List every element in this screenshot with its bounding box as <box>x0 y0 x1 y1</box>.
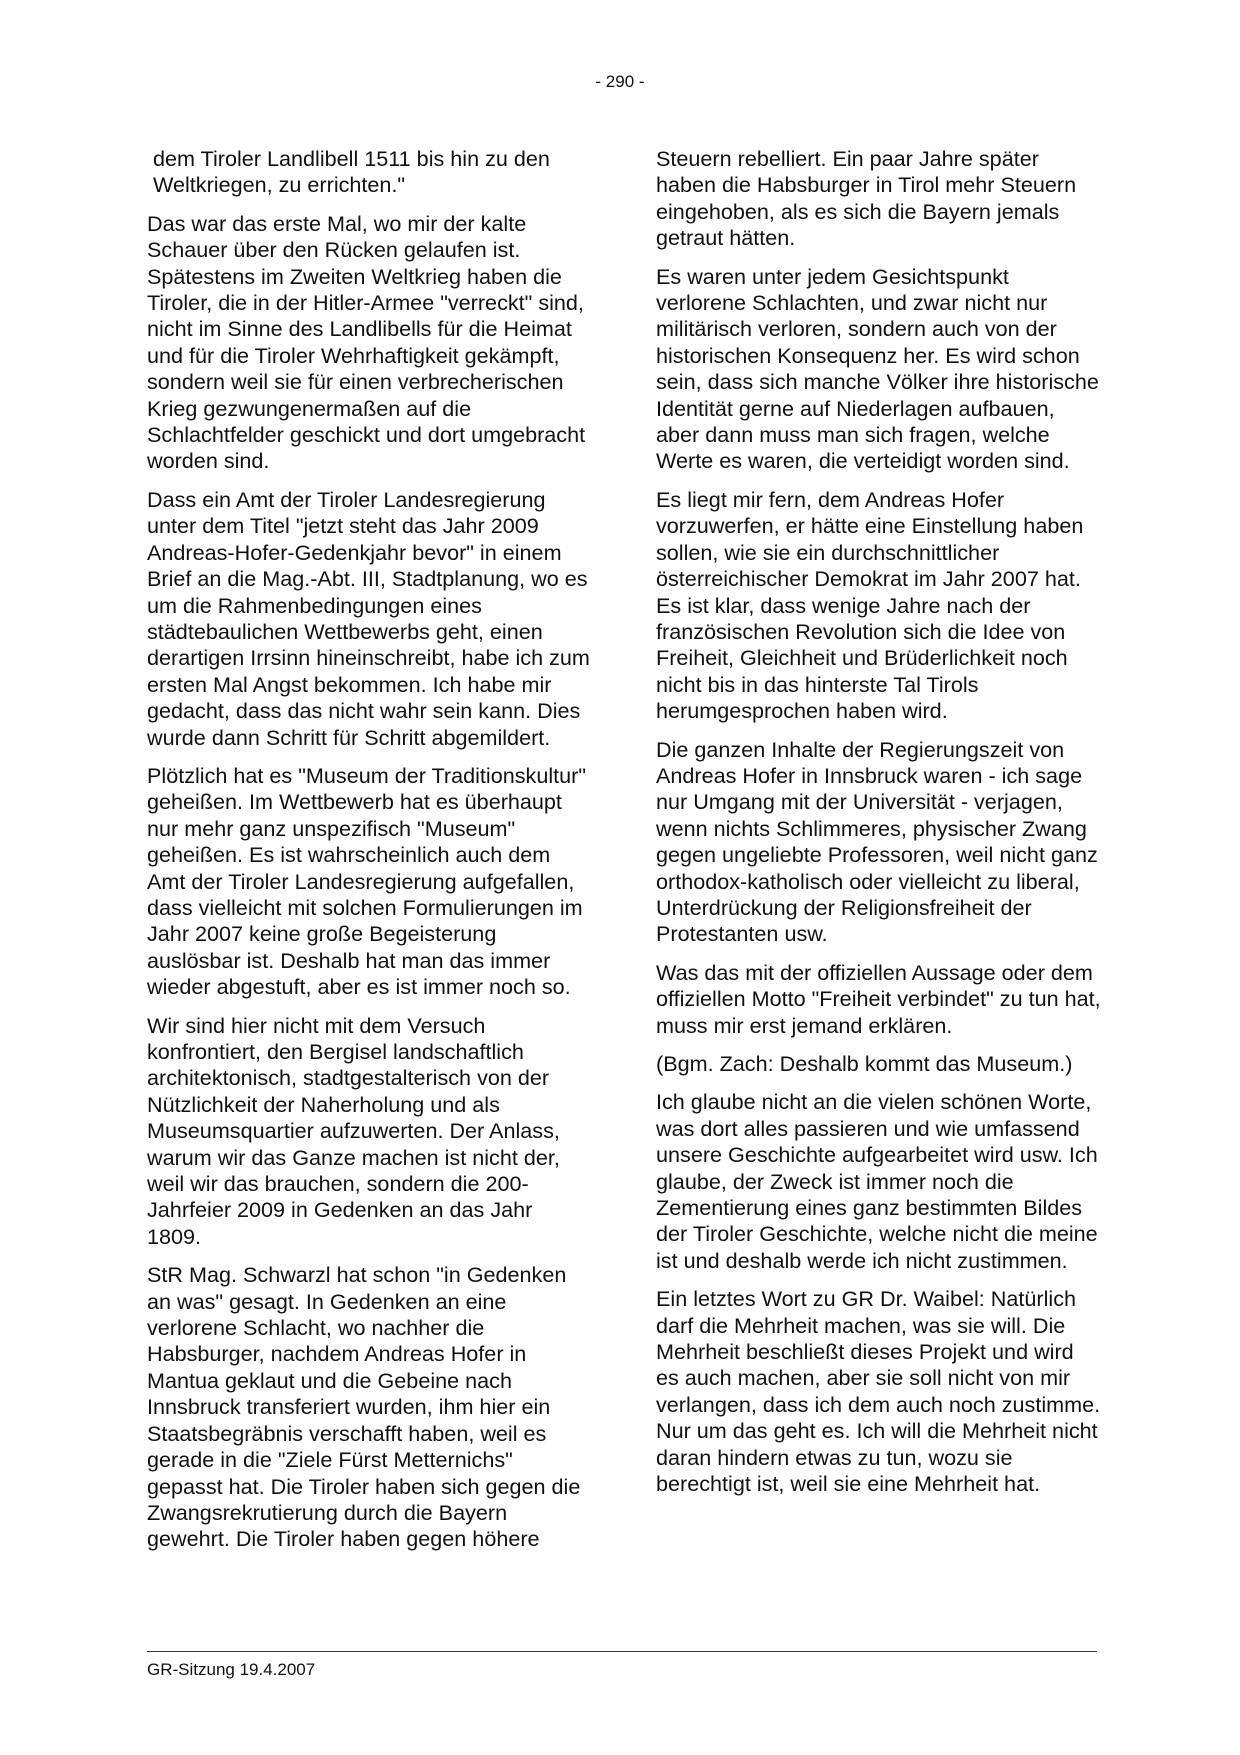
paragraph: Es liegt mir fern, dem Andreas Hofer vorzuwerfen, er hätte eine Einstellung haben sollen, wie sie ein durchschnittlicher österreichischer Demokrat im Jahr 2007 hat. Es ist klar, dass wenige Jahre nach der französischen Revolution sich die Idee von Freiheit, Gleichheit und Brüderlichkeit noch nicht bis in das hinterste Tal Tirols herumgesprochen haben wird. <box>656 486 1084 724</box>
left-column <box>147 146 592 1565</box>
paragraph: Plötzlich hat es "Museum der Traditionskultur" geheißen. Im Wettbewerb hat es überhaupt nur mehr ganz unspezifisch "Museum" geheißen. Es ist wahrscheinlich auch dem Amt der Tiroler Landesregierung aufgefallen, dass vielleicht mit solchen Formulierungen im Jahr 2007 keine große Begeisterung auslösbar ist. Deshalb hat man das immer wieder abgestuft, aber es ist immer noch so. <box>147 762 586 1000</box>
page-number: - 290 - <box>595 72 645 91</box>
interjection-paragraph: (Bgm. Zach: Deshalb kommt das Museum.) <box>656 1051 1073 1076</box>
paragraph: Ein letztes Wort zu GR Dr. Waibel: Natürlich darf die Mehrheit machen, was sie will. Die Mehrheit beschließt dieses Projekt und wird es auch machen, aber sie soll nicht von mir verlangen, dass ich dem auch noch zustimme. Nur um das geht es. Ich will die Mehrheit nicht daran hindern etwas zu tun, wozu sie berechtigt ist, weil sie eine Mehrheit hat. <box>656 1286 1101 1497</box>
paragraph: Es waren unter jedem Gesichtspunkt verlorene Schlachten, und zwar nicht nur militärisch verloren, sondern auch von der historischen Konsequenz her. Es wird schon sein, dass sich manche Völker ihre historische Identität gerne auf Niederlagen aufbauen, aber dann muss man sich fragen, welche Werte es waren, die verteidigt worden sind. <box>656 263 1099 474</box>
paragraph: StR Mag. Schwarzl hat schon "in Gedenken an was" gesagt. In Gedenken an eine verlorene Schlacht, wo nachher die Habsburger, nachdem Andreas Hofer in Mantua geklaut und die Gebeine nach Innsbruck transferiert wurden, ihm hier ein Staatsbegräbnis verschafft haben, weil es gerade in die "Ziele Fürst Metternichs" gepasst hat. Die Tiroler haben sich gegen die Zwangsrekrutierung durch die Bayern gewehrt. Die Tiroler haben gegen höhere <box>147 1262 581 1552</box>
right-column <box>656 146 1101 1510</box>
paragraph: Das war das erste Mal, wo mir der kalte Schauer über den Rücken gelaufen ist. Spätestens im Zweiten Weltkrieg haben die Tiroler, die in der Hitler-Armee "verreckt" sind, nicht im Sinne des Landlibells für die Heimat und für die Tiroler Wehrhaftigkeit gekämpft, sondern weil sie für einen verbrecherischen Krieg gezwungenermaßen auf die Schlachtfelder geschickt und dort umgebracht worden sind. <box>147 210 586 474</box>
paragraph: Wir sind hier nicht mit dem Versuch konfrontiert, den Bergisel landschaftlich architektonisch, stadtgestalterisch von der Nützlichkeit der Naherholung und als Museumsquartier aufzuwerten. Der Anlass, warum wir das Ganze machen ist nicht der, weil wir das brauchen, sondern die 200-Jahrfeier 2009 in Gedenken an das Jahr 1809. <box>147 1012 560 1249</box>
paragraph: Dass ein Amt der Tiroler Landesregierung unter dem Titel "jetzt steht das Jahr 2009 Andreas-Hofer-Gedenkjahr bevor" in einem Brief an die Mag.-Abt. III, Stadtplanung, wo es um die Rahmenbedingungen eines städtebaulichen Wettbewerbs geht, einen derartigen Irrsinn hineinschreibt, habe ich zum ersten Mal Angst bekommen. Ich habe mir gedacht, dass das nicht wahr sein kann. Dies wurde dann Schritt für Schritt abgemildert. <box>147 486 590 750</box>
paragraph: dem Tiroler Landlibell 1511 bis hin zu den Weltkriegen, zu errichten." <box>153 146 550 198</box>
footer-session-label: GR-Sitzung 19.4.2007 <box>147 1660 316 1679</box>
paragraph: Steuern rebelliert. Ein paar Jahre später haben die Habsburger in Tirol mehr Steuern eingehoben, als es sich die Bayern jemals getraut hätten. <box>656 146 1077 251</box>
footer-divider <box>147 1651 1097 1652</box>
paragraph: Die ganzen Inhalte der Regierungszeit von Andreas Hofer in Innsbruck waren - ich sage nur Umgang mit der Universität - verjagen, wenn nichts Schlimmeres, physischer Zwang gegen ungeliebte Professoren, weil nicht ganz orthodox-katholisch oder vielleicht zu liberal, Unterdrückung der Religionsfreiheit der Protestanten usw. <box>656 736 1098 947</box>
paragraph: Was das mit der offiziellen Aussage oder dem offiziellen Motto "Freiheit verbindet" zu tun hat, muss mir erst jemand erklären. <box>656 959 1101 1038</box>
paragraph: Ich glaube nicht an die vielen schönen Worte, was dort alles passieren und wie umfassend unsere Geschichte aufgearbeitet wird usw. Ich glaube, der Zweck ist immer noch die Zementierung eines ganz bestimmten Bildes der Tiroler Geschichte, welche nicht die meine ist und deshalb werde ich nicht zustimmen. <box>656 1089 1098 1273</box>
